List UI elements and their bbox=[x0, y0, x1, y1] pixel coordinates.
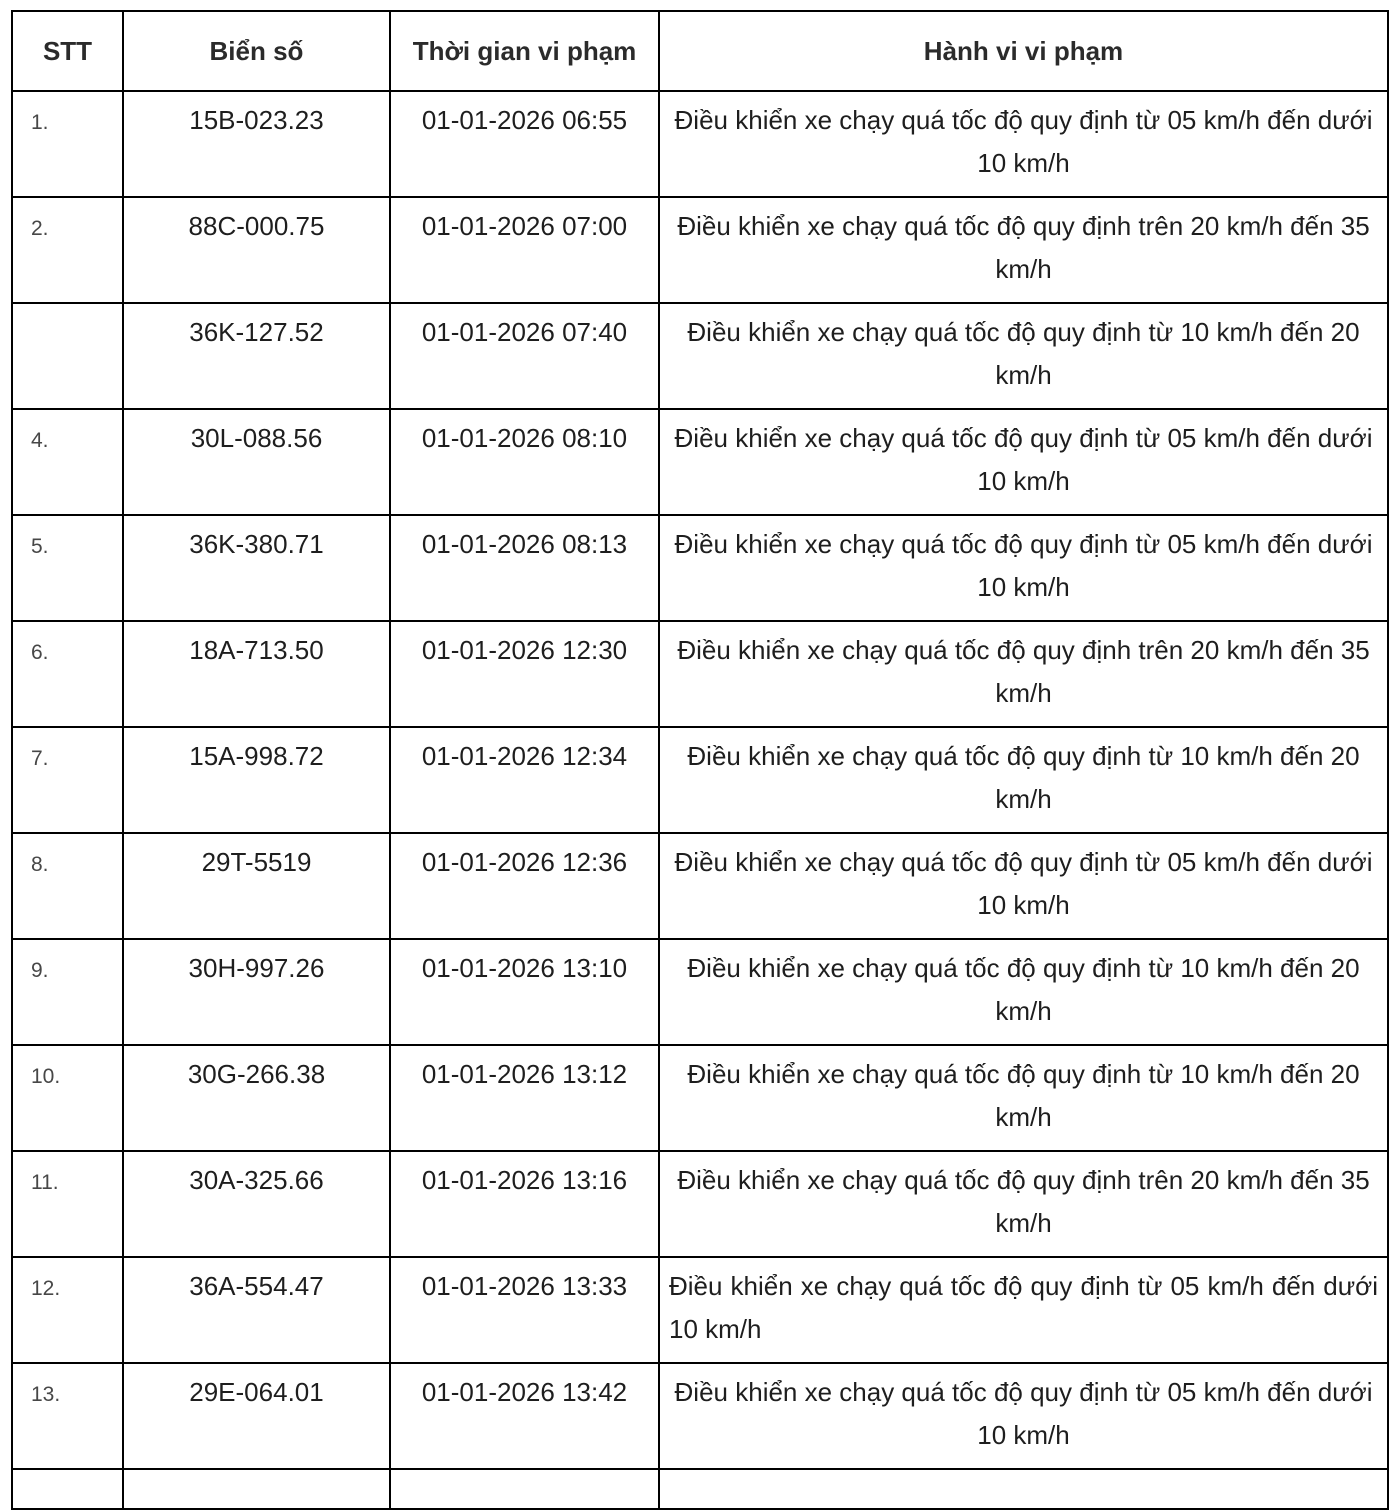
cell-time: 01-01-2026 07:40 bbox=[390, 303, 659, 409]
cell-time: 01-01-2026 13:16 bbox=[390, 1151, 659, 1257]
cell-stt: 11. bbox=[12, 1151, 123, 1257]
cell-stt: 13. bbox=[12, 1363, 123, 1469]
cell-stt: 2. bbox=[12, 197, 123, 303]
table-row bbox=[12, 1045, 1388, 1151]
cell-plate: 88C-000.75 bbox=[123, 197, 390, 303]
cell-stt: 6. bbox=[12, 621, 123, 727]
table-row-partial bbox=[12, 1469, 1388, 1509]
col-header-time: Thời gian vi phạm bbox=[390, 11, 659, 91]
cell-plate: 18A-713.50 bbox=[123, 621, 390, 727]
table-row bbox=[12, 727, 1388, 833]
cell-time: 01-01-2026 13:10 bbox=[390, 939, 659, 1045]
table-row bbox=[12, 91, 1388, 197]
cell-behavior: Điều khiển xe chạy quá tốc độ quy định từ 10 km/h đến 20 km/h bbox=[659, 727, 1388, 833]
cell-behavior: Điều khiển xe chạy quá tốc độ quy định từ 05 km/h đến dưới 10 km/h bbox=[659, 1257, 1388, 1363]
table-row bbox=[12, 1257, 1388, 1363]
cell-stt: 9. bbox=[12, 939, 123, 1045]
table-header-row bbox=[12, 11, 1388, 91]
cell-behavior: Điều khiển xe chạy quá tốc độ quy định trên 20 km/h đến 35 km/h bbox=[659, 621, 1388, 727]
table-row bbox=[12, 939, 1388, 1045]
cell-stt: 5. bbox=[12, 515, 123, 621]
violations-table-container bbox=[11, 10, 1389, 1510]
cell-time: 01-01-2026 13:33 bbox=[390, 1257, 659, 1363]
cell-plate bbox=[123, 1469, 390, 1509]
cell-plate: 29T-5519 bbox=[123, 833, 390, 939]
cell-behavior: Điều khiển xe chạy quá tốc độ quy định từ 05 km/h đến dưới 10 km/h bbox=[659, 515, 1388, 621]
cell-behavior: Điều khiển xe chạy quá tốc độ quy định từ 10 km/h đến 20 km/h bbox=[659, 939, 1388, 1045]
cell-time: 01-01-2026 08:13 bbox=[390, 515, 659, 621]
cell-stt: 1. bbox=[12, 91, 123, 197]
cell-stt: 12. bbox=[12, 1257, 123, 1363]
cell-behavior bbox=[659, 1469, 1388, 1509]
table-row bbox=[12, 303, 1388, 409]
cell-time bbox=[390, 1469, 659, 1509]
cell-time: 01-01-2026 06:55 bbox=[390, 91, 659, 197]
cell-plate: 30A-325.66 bbox=[123, 1151, 390, 1257]
cell-stt bbox=[12, 1469, 123, 1509]
table-row bbox=[12, 621, 1388, 727]
cell-plate: 36K-380.71 bbox=[123, 515, 390, 621]
table-row bbox=[12, 197, 1388, 303]
cell-stt: 4. bbox=[12, 409, 123, 515]
table-row bbox=[12, 409, 1388, 515]
cell-behavior: Điều khiển xe chạy quá tốc độ quy định từ 05 km/h đến dưới 10 km/h bbox=[659, 409, 1388, 515]
cell-behavior: Điều khiển xe chạy quá tốc độ quy định từ 10 km/h đến 20 km/h bbox=[659, 303, 1388, 409]
cell-plate: 36A-554.47 bbox=[123, 1257, 390, 1363]
cell-stt: 8. bbox=[12, 833, 123, 939]
violations-table bbox=[11, 10, 1389, 1510]
cell-time: 01-01-2026 12:36 bbox=[390, 833, 659, 939]
col-header-plate: Biển số bbox=[123, 11, 390, 91]
cell-plate: 15B-023.23 bbox=[123, 91, 390, 197]
cell-behavior: Điều khiển xe chạy quá tốc độ quy định trên 20 km/h đến 35 km/h bbox=[659, 1151, 1388, 1257]
table-row bbox=[12, 833, 1388, 939]
table-row bbox=[12, 1363, 1388, 1469]
cell-plate: 15A-998.72 bbox=[123, 727, 390, 833]
cell-plate: 30L-088.56 bbox=[123, 409, 390, 515]
cell-time: 01-01-2026 12:30 bbox=[390, 621, 659, 727]
cell-time: 01-01-2026 07:00 bbox=[390, 197, 659, 303]
cell-time: 01-01-2026 13:12 bbox=[390, 1045, 659, 1151]
col-header-stt: STT bbox=[12, 11, 123, 91]
table-row bbox=[12, 515, 1388, 621]
cell-plate: 30H-997.26 bbox=[123, 939, 390, 1045]
cell-behavior: Điều khiển xe chạy quá tốc độ quy định trên 20 km/h đến 35 km/h bbox=[659, 197, 1388, 303]
cell-stt bbox=[12, 303, 123, 409]
cell-time: 01-01-2026 13:42 bbox=[390, 1363, 659, 1469]
cell-behavior: Điều khiển xe chạy quá tốc độ quy định từ 05 km/h đến dưới 10 km/h bbox=[659, 91, 1388, 197]
cell-stt: 7. bbox=[12, 727, 123, 833]
table-row bbox=[12, 1151, 1388, 1257]
cell-stt: 10. bbox=[12, 1045, 123, 1151]
cell-plate: 30G-266.38 bbox=[123, 1045, 390, 1151]
cell-plate: 36K-127.52 bbox=[123, 303, 390, 409]
cell-behavior: Điều khiển xe chạy quá tốc độ quy định từ 05 km/h đến dưới 10 km/h bbox=[659, 1363, 1388, 1469]
cell-behavior: Điều khiển xe chạy quá tốc độ quy định từ 05 km/h đến dưới 10 km/h bbox=[659, 833, 1388, 939]
cell-plate: 29E-064.01 bbox=[123, 1363, 390, 1469]
col-header-behavior: Hành vi vi phạm bbox=[659, 11, 1388, 91]
cell-time: 01-01-2026 08:10 bbox=[390, 409, 659, 515]
cell-behavior: Điều khiển xe chạy quá tốc độ quy định từ 10 km/h đến 20 km/h bbox=[659, 1045, 1388, 1151]
cell-time: 01-01-2026 12:34 bbox=[390, 727, 659, 833]
